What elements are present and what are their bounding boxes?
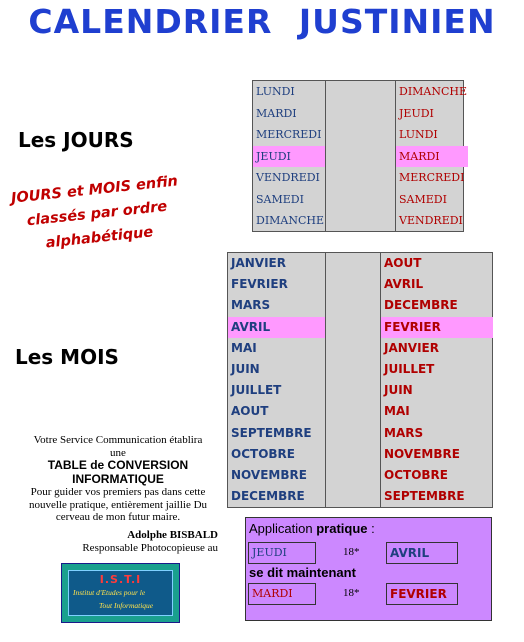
day-sorted-2: JEUDI <box>399 106 434 120</box>
month-sorted-12: SEPTEMBRE <box>384 489 465 504</box>
day-original-3: MERCREDI <box>256 128 322 141</box>
month-sorted-4: FEVRIER <box>381 317 493 338</box>
day-original-5: VENDREDI <box>256 171 320 184</box>
month-sorted-10: NOVEMBRE <box>384 446 460 461</box>
month-original-6: JUIN <box>231 361 260 376</box>
day-sorted-3: LUNDI <box>399 128 438 141</box>
isti-logo-panel <box>68 570 173 616</box>
service-line-2: une <box>110 446 126 459</box>
slogan-line-2: classés par ordre <box>26 198 168 230</box>
month-sorted-7: JUIN <box>384 383 413 398</box>
days-conversion-table <box>252 80 468 232</box>
service-table-line-2: INFORMATIQUE <box>72 471 164 486</box>
day-original-6: SAMEDI <box>256 192 304 206</box>
month-original-2: FEVRIER <box>231 277 288 292</box>
service-table-line-1: TABLE de CONVERSION <box>47 458 189 472</box>
isti-logo-acronym: I.S.T.I <box>99 573 142 586</box>
month-sorted-9: MARS <box>384 425 424 440</box>
signature-name: Adolphe BISBALD <box>127 529 218 541</box>
signature <box>18 529 218 555</box>
months-sorted-column <box>380 253 493 507</box>
day-sorted-7: VENDREDI <box>399 214 463 227</box>
example2-number: 18* <box>343 587 360 599</box>
application-title-regular: Application <box>249 521 317 536</box>
month-original-12: DECEMBRE <box>231 489 305 504</box>
isti-logo <box>61 563 180 623</box>
slogan-line-3: alphabétique <box>45 224 155 252</box>
month-sorted-8: MAI <box>384 404 410 419</box>
day-original-4: JEUDI <box>253 146 325 168</box>
month-sorted-5: JANVIER <box>384 340 439 355</box>
days-sorted-column <box>395 81 468 232</box>
months-conversion-table <box>227 252 493 508</box>
month-original-11: NOVEMBRE <box>231 467 307 482</box>
service-line-4: nouvelle pratique, entièrement jaillie Du <box>28 498 208 511</box>
month-original-3: MARS <box>231 298 271 313</box>
months-original-column <box>228 253 326 507</box>
month-original-8: AOUT <box>231 404 269 419</box>
month-original-9: SEPTEMBRE <box>231 425 312 440</box>
slogan-line-1: JOURS et MOIS enfin <box>10 173 179 207</box>
month-sorted-6: JUILLET <box>384 361 435 376</box>
days-section-label: Les JOURS <box>18 128 134 152</box>
application-title <box>249 521 375 536</box>
month-original-5: MAI <box>231 340 257 355</box>
day-sorted-5: MERCREDI <box>399 171 465 184</box>
day-original-2: MARDI <box>256 106 297 120</box>
example1-number: 18* <box>343 546 360 558</box>
months-section-label: Les MOIS <box>15 345 119 369</box>
days-original-column <box>253 81 326 232</box>
month-sorted-2: AVRIL <box>384 277 424 292</box>
service-line-1: Votre Service Communication établira <box>33 434 203 446</box>
month-sorted-3: DECEMBRE <box>384 298 458 313</box>
day-sorted-6: SAMEDI <box>399 192 447 206</box>
day-original-1: LUNDI <box>256 85 295 98</box>
month-original-4: AVRIL <box>228 317 325 338</box>
example2-day: MARDI <box>248 583 316 605</box>
application-subtitle: se dit maintenant <box>249 565 356 580</box>
month-original-10: OCTOBRE <box>231 446 295 461</box>
example2-month: FEVRIER <box>386 583 458 605</box>
example1-month: AVRIL <box>386 542 458 564</box>
isti-logo-line-1: Institut d'Etudes pour le <box>73 588 146 597</box>
application-title-colon: : <box>367 521 375 536</box>
service-notice <box>18 434 218 524</box>
month-sorted-11: OCTOBRE <box>384 467 448 482</box>
month-original-1: JANVIER <box>231 256 286 270</box>
isti-logo-line-2: Tout Informatique <box>99 601 154 610</box>
day-original-7: DIMANCHE <box>256 214 325 227</box>
example1-day: JEUDI <box>248 542 316 564</box>
application-example-box <box>245 517 492 621</box>
slogan <box>0 168 195 259</box>
month-sorted-1: AOUT <box>384 256 422 270</box>
page-title: CALENDRIER JUSTINIEN <box>28 2 496 41</box>
day-sorted-1: DIMANCHE <box>399 85 468 98</box>
service-line-3: Pour guider vos premiers pas dans cette <box>30 486 206 498</box>
service-line-5: cerveau de mon futur maire. <box>55 511 181 523</box>
day-sorted-4: MARDI <box>396 146 468 168</box>
signature-role: Responsable Photocopieuse au <box>82 542 218 554</box>
application-title-bold: pratique <box>316 521 368 536</box>
month-original-7: JUILLET <box>231 383 282 398</box>
